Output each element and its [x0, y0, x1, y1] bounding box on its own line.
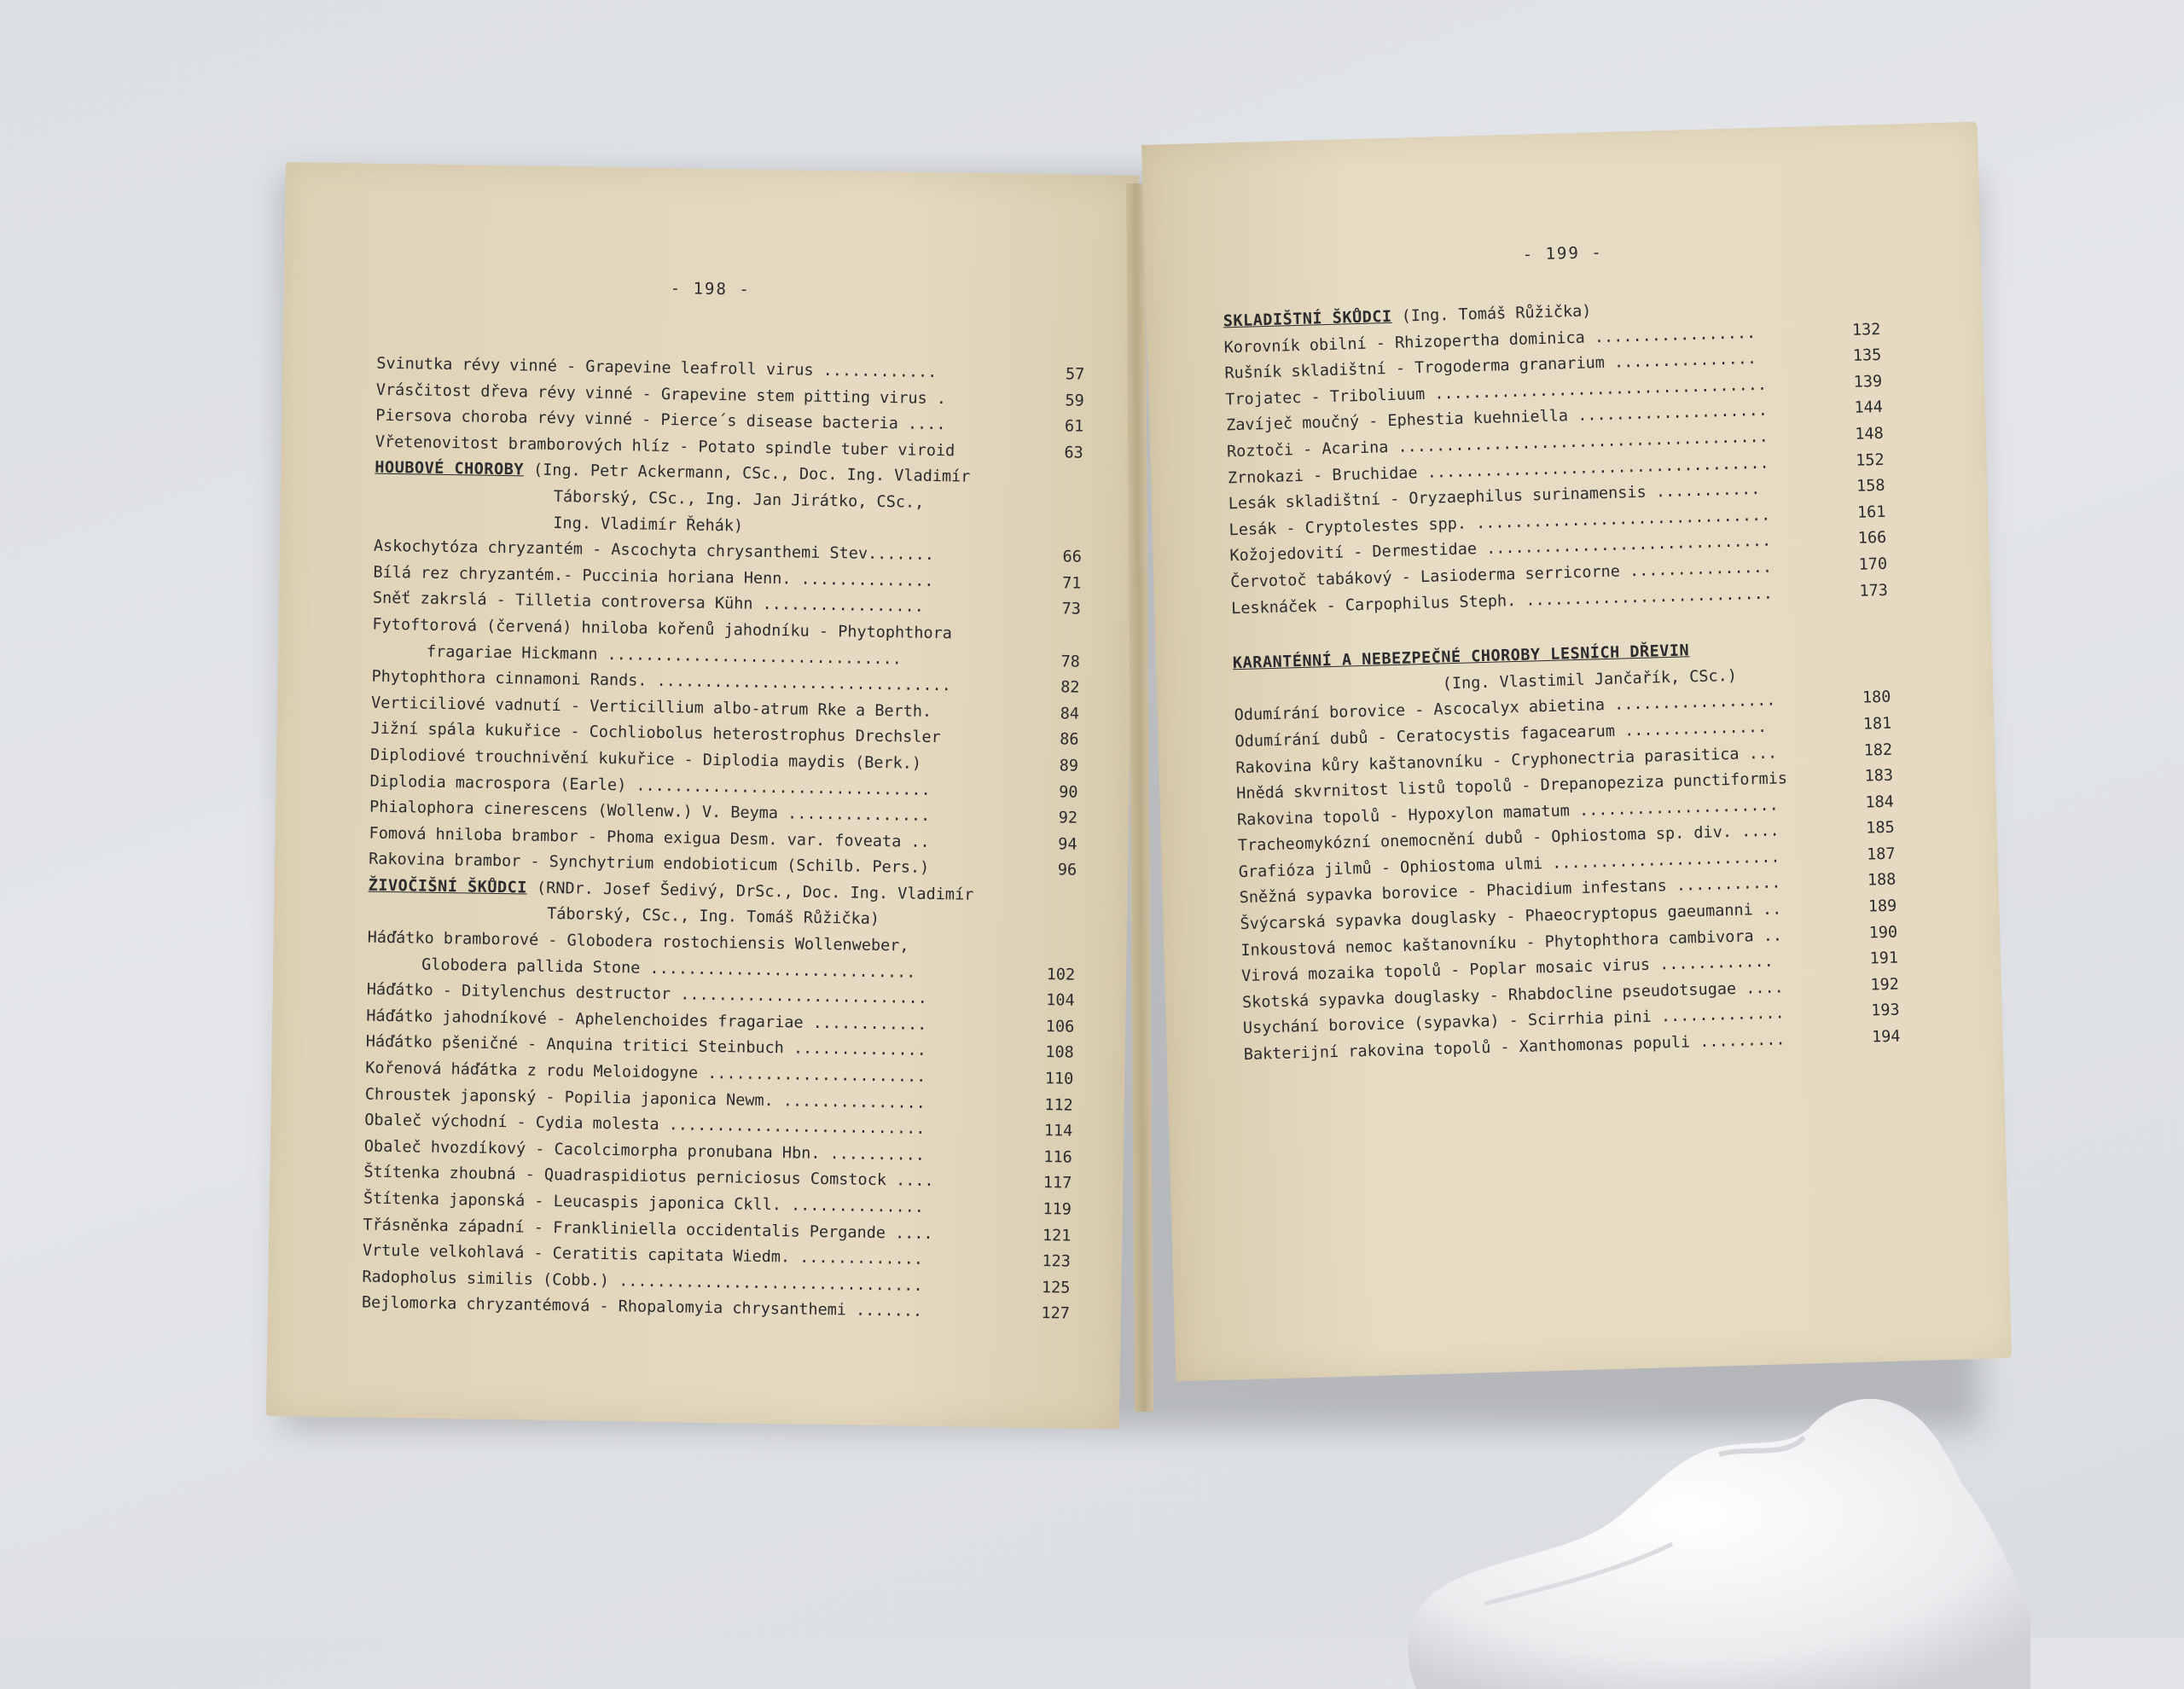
- toc-entry-text: Korovník obilní - Rhizopertha dominica .................: [1223, 323, 1757, 357]
- toc-entry-text: Hnědá skvrnitost listů topolů - Drepanopeziza punctiformis: [1235, 769, 1788, 804]
- toc-entry-page: 119: [1043, 1200, 1072, 1219]
- toc-entry-text: Červotoč tabákový - Lasioderma serricorne ...............: [1230, 558, 1773, 592]
- toc-entry-page: 158: [1856, 476, 1885, 496]
- toc-entry-page: 152: [1855, 450, 1885, 470]
- toc-entry-text: Kořenová háďátka z rodu Meloidogyne .......................: [365, 1059, 926, 1086]
- toc-entry-page: 161: [1856, 502, 1886, 522]
- toc-entry-text: Rakovina kůry kaštanovníku - Cryphonectria parasitica ...: [1235, 743, 1778, 777]
- toc-entry-text: Odumírání dubů - Ceratocystis fagacearum ...............: [1234, 717, 1768, 752]
- toc-entry-text: Vrásčitost dřeva révy vinné - Grapevine stem pitting virus .: [375, 380, 947, 408]
- toc-entry-page: 84: [1060, 705, 1080, 723]
- toc-entry-text: Bejlomorka chryzantémová - Rhopalomyia chrysanthemi .......: [361, 1293, 923, 1321]
- right-page: [1141, 122, 2012, 1382]
- toc-entry-text: Kožojedovití - Dermestidae ..............................: [1229, 531, 1772, 566]
- toc-entry-text: Diplodiové trouchnivění kukuřice - Diplodia maydis (Berk.): [369, 746, 922, 773]
- toc-entry-text: Fytoftorová (červená) hniloba kořenů jahodníku - Phytophthora: [372, 615, 953, 643]
- toc-entry-text: Štítenka japonská - Leucaspis japonica Ckll. ..............: [363, 1189, 925, 1216]
- toc-entry-text: Globodera pallida Stone ............................: [421, 955, 916, 982]
- toc-entry-text: Zrnokazi - Bruchidae ....................................: [1227, 454, 1769, 487]
- toc-entry-text: Háďátko bramborové - Globodera rostochiensis Wollenweber,: [367, 928, 909, 955]
- toc-entry-text: Vrtule velkohlavá - Ceratitis capitata Wiedm. .............: [362, 1241, 924, 1269]
- page-number-199: - 199 -: [1522, 242, 1604, 264]
- toc-entry-text: Trojatec - Triboliuum ...................................: [1225, 375, 1768, 409]
- toc-entry-page: 73: [1061, 600, 1082, 619]
- toc-entry-text: Obaleč východní - Cydia molesta ...........................: [364, 1111, 926, 1139]
- toc-entry-text: Háďátko pšeničné - Anquina tritici Steinbuch ..............: [365, 1033, 927, 1060]
- toc-entry-text: Askochytóza chryzantém - Ascochyta chrysanthemi Stev.......: [373, 537, 935, 565]
- section-heading: ŽIVOČIŠNÍ ŠKŮDCI: [368, 876, 528, 897]
- section-heading: SKLADIŠTNÍ ŠKŮDCI: [1223, 307, 1392, 331]
- toc-entry-text: Phialophora cinerescens (Wollenw.) V. Beyma ...............: [369, 798, 931, 826]
- toc-entry-page: 114: [1043, 1122, 1073, 1141]
- toc-entry-text: Rakovina brambor - Synchytrium endobioticum (Schilb. Pers.): [369, 850, 930, 878]
- toc-entry-text: Chroustek japonský - Popilia japonica Newm. ...............: [364, 1085, 926, 1112]
- toc-entry-page: 116: [1043, 1147, 1072, 1167]
- toc-entry-page: 166: [1857, 529, 1887, 548]
- toc-entry-page: 188: [1867, 871, 1896, 891]
- page-number-198: - 198 -: [670, 279, 751, 299]
- toc-entry-text: Diplodia macrospora (Earle) ...............................: [369, 772, 931, 799]
- toc-entry-page: 194: [1871, 1027, 1901, 1047]
- toc-entry-page: 59: [1065, 391, 1084, 410]
- toc-entry-page: 63: [1064, 444, 1083, 462]
- toc-entry-text: Lesák skladištní - Oryzaephilus surinamensis ...........: [1228, 480, 1761, 514]
- section-heading: KARANTÉNNÍ A NEBEZPEČNÉ CHOROBY LESNÍCH DŘEVIN: [1232, 641, 1690, 673]
- toc-entry-page: 193: [1870, 1001, 1900, 1020]
- toc-entry-page: 57: [1065, 365, 1085, 384]
- toc-entry-page: 139: [1853, 372, 1883, 392]
- toc-entry-text: fragariae Hickmann ...............................: [426, 642, 903, 668]
- toc-entry-text: Piersova choroba révy vinné - Pierce´s disease bacteria ....: [375, 406, 946, 434]
- toc-entry-text: Inkoustová nemoc kaštanovníku - Phytophthora cambivora ..: [1240, 926, 1783, 960]
- toc-entry-text: Ing. Vladimír Řehák): [553, 514, 744, 536]
- toc-entry-page: 183: [1864, 766, 1894, 786]
- toc-entry-text: (RNDr. Josef Šedivý, DrSc., Doc. Ing. Vladimír: [526, 879, 974, 904]
- toc-entry-page: 106: [1045, 1017, 1075, 1036]
- toc-entry-text: Táborský, CSc., Ing. Tomáš Růžička): [547, 905, 880, 929]
- toc-entry-text: Rakovina topolů - Hypoxylon mamatum .....................: [1236, 796, 1780, 829]
- toc-entry-page: 104: [1046, 991, 1075, 1010]
- toc-entry-page: 66: [1062, 548, 1083, 566]
- toc-entry-page: 185: [1865, 818, 1895, 838]
- toc-entry-text: Bílá rez chryzantém.- Puccinia horiana Henn. ..............: [373, 563, 934, 590]
- toc-entry-page: 173: [1859, 581, 1889, 601]
- toc-entry-text: Rušník skladištní - Trogoderma granarium ...............: [1224, 350, 1757, 383]
- toc-entry-text: Sněť zakrslá - Tilletia controversa Kühn .................: [372, 589, 925, 617]
- toc-entry-page: 117: [1043, 1174, 1072, 1193]
- toc-entry-text: (Ing. Tomáš Růžička): [1391, 302, 1592, 326]
- toc-entry-text: Sněžná sypavka borovice - Phacidium infestans ...........: [1239, 874, 1781, 908]
- toc-entry-text: Jižní spála kukuřice - Cochliobolus heterostrophus Drechsler: [370, 719, 941, 747]
- toc-left: [362, 351, 1085, 1328]
- toc-entry-page: 125: [1041, 1278, 1071, 1297]
- toc-entry-page: 78: [1060, 652, 1081, 671]
- toc-entry-text: Odumírání borovice - Ascocalyx abietina .................: [1234, 691, 1776, 725]
- toc-entry-page: 82: [1060, 678, 1080, 697]
- toc-entry-text: (Ing. Vlastimil Jančařík, CSc.): [1442, 666, 1738, 694]
- toc-entry-text: Phytophthora cinnamoni Rands. ...............................: [371, 667, 952, 695]
- toc-entry-page: 71: [1061, 574, 1082, 593]
- toc-entry-page: 92: [1058, 809, 1078, 827]
- toc-entry-page: 182: [1863, 740, 1893, 760]
- toc-entry-text: Háďátko jahodníkové - Aphelenchoides fragariae ............: [366, 1007, 927, 1034]
- toc-entry-text: Virová mozaika topolů - Poplar mosaic virus ............: [1240, 952, 1774, 986]
- toc-entry-page: 127: [1041, 1304, 1071, 1323]
- toc-entry-text: Štítenka zhoubná - Quadraspidiotus perniciosus Comstock ....: [363, 1163, 934, 1191]
- toc-entry-page: 89: [1059, 757, 1079, 775]
- toc-entry-page: 102: [1046, 965, 1076, 984]
- toc-entry-text: Tracheomykózní onemocnění dubů - Ophiostoma sp. div. ....: [1237, 821, 1780, 856]
- toc-entry-page: 192: [1870, 975, 1900, 995]
- toc-entry-page: 90: [1059, 782, 1078, 802]
- toc-entry-page: 132: [1851, 320, 1881, 340]
- toc-entry-page: 121: [1042, 1226, 1072, 1245]
- section-heading: HOUBOVÉ CHOROBY: [375, 459, 525, 479]
- toc-entry-text: Háďátko - Ditylenchus destructor ..........................: [366, 980, 927, 1008]
- toc-entry-text: Verticiliové vadnutí - Verticillium albo-atrum Rke a Berth.: [370, 694, 932, 721]
- toc-entry-text: (Ing. Petr Ackermann, CSc., Doc. Ing. Vladimír: [523, 461, 971, 487]
- toc-entry-page: 170: [1858, 554, 1888, 574]
- toc-entry-page: 110: [1044, 1070, 1074, 1088]
- toc-entry-text: Grafióza jilmů - Ophiostoma ulmi ........................: [1238, 848, 1780, 882]
- toc-entry-text: Švýcarská sypavka douglasky - Phaeocryptopus gaeumanni ..: [1240, 900, 1782, 934]
- toc-entry-page: 144: [1854, 398, 1884, 418]
- left-page: [266, 162, 1139, 1430]
- toc-entry-text: Vřetenovitost bramborových hlíz - Potato spindle tuber viroid: [375, 432, 956, 461]
- toc-entry-text: Usychání borovice (sypavka) - Scirrhia pini .............: [1242, 1004, 1785, 1038]
- toc-entry-text: Roztoči - Acarina .......................................: [1226, 427, 1769, 461]
- toc-entry-text: Bakterijní rakovina topolů - Xanthomonas populi .........: [1243, 1030, 1786, 1065]
- toc-entry-page: 61: [1064, 417, 1084, 436]
- toc-entry-page: 191: [1869, 949, 1899, 968]
- toc-entry-page: 135: [1852, 346, 1882, 365]
- toc-entry-page: 189: [1867, 897, 1897, 916]
- toc-entry-page: 181: [1862, 714, 1892, 734]
- toc-entry-text: Lesák - Cryptolestes spp. ...............................: [1228, 506, 1771, 540]
- toc-entry-page: 190: [1868, 923, 1898, 943]
- toc-entry-text: Zavíječ moučný - Ephestia kuehniella ....................: [1225, 402, 1769, 435]
- toc-entry-text: Lesknáček - Carpophilus Steph. ..........................: [1230, 584, 1774, 618]
- toc-entry-page: 180: [1862, 688, 1891, 707]
- toc-entry-text: Radopholus similis (Cobb.) ................................: [362, 1268, 923, 1295]
- toc-entry-text: Obaleč hvozdíkový - Cacolcimorpha pronubana Hbn. ..........: [363, 1137, 926, 1164]
- toc-entry-page: 112: [1044, 1095, 1073, 1115]
- toc-entry-page: 123: [1042, 1252, 1072, 1271]
- toc-entry-page: 187: [1866, 844, 1896, 864]
- toc-entry-text: Fomová hniloba brambor - Phoma exigua Desm. var. foveata ..: [369, 824, 930, 851]
- toc-entry-page: 148: [1855, 424, 1885, 444]
- toc-right: [1223, 291, 1901, 1069]
- toc-entry-page: 86: [1060, 730, 1079, 749]
- toc-entry-page: 96: [1057, 861, 1077, 879]
- glove-icon: [1382, 1245, 2030, 1689]
- toc-entry-text: Skotská sypavka douglasky - Rhabdocline pseudotsugae ....: [1241, 978, 1785, 1012]
- toc-entry-text: Svinutka révy vinné - Grapevine leafroll virus ............: [376, 354, 938, 382]
- toc-entry-page: 94: [1058, 835, 1077, 854]
- toc-entry-page: 184: [1865, 792, 1895, 812]
- toc-entry-text: Táborský, CSc., Ing. Jan Jirátko, CSc.,: [553, 487, 925, 512]
- toc-entry-page: 108: [1045, 1043, 1074, 1063]
- toc-entry-text: Třásněnka západní - Frankliniella occidentalis Pergande ....: [363, 1216, 933, 1243]
